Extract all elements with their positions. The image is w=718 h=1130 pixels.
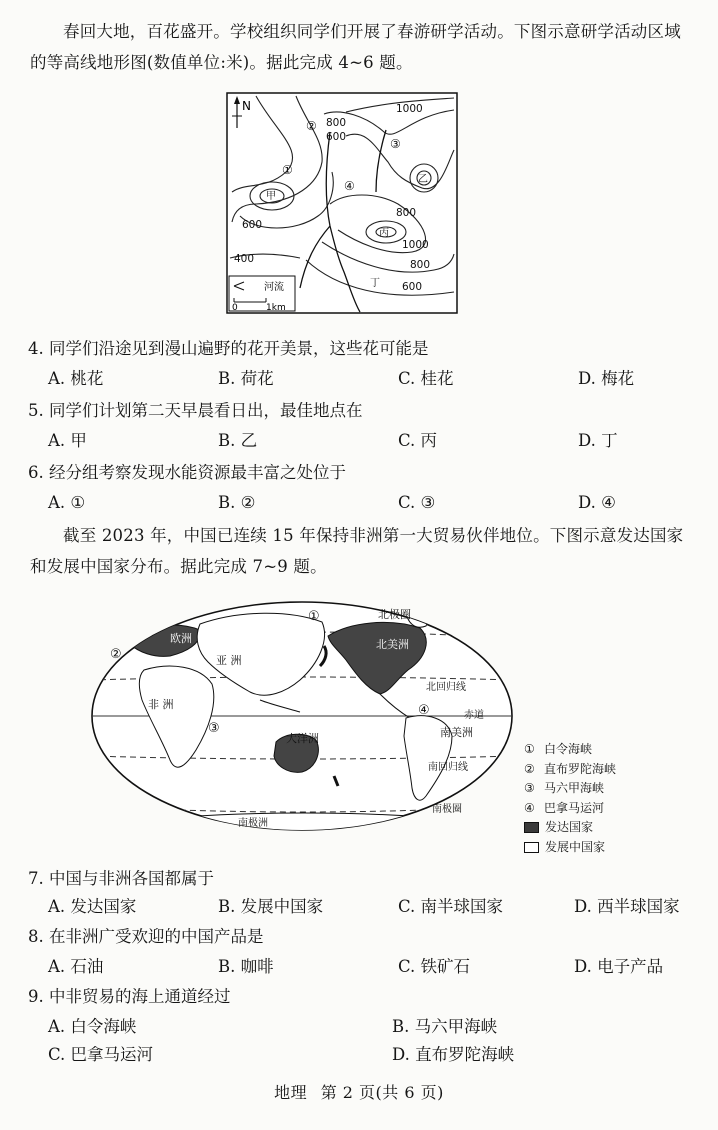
option-7a[interactable]: A. 发达国家 [48,897,137,916]
contour-label: 1000 [396,103,423,115]
option-7b[interactable]: B. 发展中国家 [218,897,324,916]
option-4b[interactable]: B. 荷花 [218,369,274,388]
option-6d[interactable]: D. ④ [578,493,616,512]
option-5c[interactable]: C. 丙 [398,431,438,450]
question-6: 6. 经分组考察发现水能资源最丰富之处位于 [28,463,346,482]
label-africa: 非 洲 [148,698,174,711]
legend-river-label: 河流 [264,282,284,293]
map-marker-4: ④ [418,703,430,718]
point-4: ④ [344,179,355,193]
peak-bing: 丙 [379,228,389,239]
question-9: 9. 中非贸易的海上通道经过 [28,987,231,1006]
label-north-america: 北美洲 [376,638,409,651]
peak-jia: 甲 [266,191,276,202]
contour-label: 600 [242,219,263,231]
option-9b[interactable]: B. 马六甲海峡 [392,1017,498,1036]
legend-item: ② 直布罗陀海峡 [524,761,617,776]
point-3: ③ [390,137,401,151]
contour-map [226,92,458,314]
contour-label: 1000 [402,239,429,251]
question-5: 5. 同学们计划第二天早晨看日出，最佳地点在 [28,401,363,420]
question-4: 4. 同学们沿途见到漫山遍野的花开美景，这些花可能是 [28,339,429,358]
legend-item-developing: 发展中国家 [524,838,616,858]
scale-zero: 0 [232,303,238,313]
legend-item: ① 白令海峡 [524,742,593,756]
option-6c[interactable]: C. ③ [398,493,436,512]
option-8c[interactable]: C. 铁矿石 [398,957,471,976]
option-6a[interactable]: A. ① [48,493,86,512]
option-8a[interactable]: A. 石油 [48,957,104,976]
label-europe: 欧洲 [170,632,192,645]
label-asia: 亚 洲 [216,654,242,667]
label-arctic-circle: 北极圈 [378,608,411,621]
legend-item: ③ 马六甲海峡 [524,781,605,795]
contour-label: 400 [234,253,255,265]
option-6b[interactable]: B. ② [218,493,256,512]
peak-ding: 丁 [370,278,380,289]
option-9c[interactable]: C. 巴拿马运河 [48,1045,154,1064]
option-4c[interactable]: C. 桂花 [398,369,454,388]
point-2: ② [306,119,317,133]
label-tropic-capricorn: 南回归线 [428,762,468,773]
intro-paragraph-2: 截至 2023 年，中国已连续 15 年保持非洲第一大贸易伙伴地位。下图示意发达国家和发展中国家分布。据此完成 7~9 题。 [30,526,684,576]
page-footer [0,1080,718,1103]
legend-item-developed: 发达国家 [524,818,616,838]
north-label: N [242,99,251,113]
legend-item: ④ 巴拿马运河 [524,800,605,815]
option-9a[interactable]: A. 白令海峡 [48,1017,137,1036]
option-8d[interactable]: D. 电子产品 [574,957,664,976]
option-5d[interactable]: D. 丁 [578,431,618,450]
option-4a[interactable]: A. 桃花 [48,369,104,388]
point-1: ① [282,163,293,177]
world-map [90,600,514,832]
option-8b[interactable]: B. 咖啡 [218,957,274,976]
map-marker-1: ① [308,609,320,624]
map-marker-2: ② [110,647,122,662]
label-equator: 赤道 [464,710,484,721]
label-antarctica: 南极洲 [238,818,268,829]
world-map-legend [524,740,616,857]
label-antarctic-circle: 南极圈 [432,804,462,815]
label-south-america: 南美洲 [440,726,473,739]
option-9d[interactable]: D. 直布罗陀海峡 [392,1045,515,1064]
contour-label: 600 [326,131,347,143]
contour-label: 600 [402,281,423,293]
intro-paragraph-1: 春回大地，百花盛开。学校组织同学们开展了春游研学活动。下图示意研学活动区域的等高线地形图(数值单位:米)。据此完成 4~6 题。 [30,22,681,72]
peak-yi: 乙 [418,174,428,185]
option-5a[interactable]: A. 甲 [48,431,87,450]
footer-subject: 地理 [274,1083,308,1102]
label-oceania: 大洋洲 [286,732,319,745]
contour-label: 800 [396,207,417,219]
footer-page-number: 第 2 页(共 6 页) [320,1083,444,1102]
option-7c[interactable]: C. 南半球国家 [398,897,504,916]
label-tropic-cancer: 北回归线 [426,682,466,693]
developed-swatch [524,822,539,833]
map-marker-3: ③ [208,721,220,736]
scale-length: 1km [266,303,286,313]
contour-label: 800 [410,259,431,271]
question-8: 8. 在非洲广受欢迎的中国产品是 [28,927,264,946]
option-7d[interactable]: D. 西半球国家 [574,897,680,916]
question-7: 7. 中国与非洲各国都属于 [28,869,214,888]
developing-swatch [524,842,539,853]
contour-label: 800 [326,117,347,129]
option-4d[interactable]: D. 梅花 [578,369,635,388]
option-5b[interactable]: B. 乙 [218,431,258,450]
